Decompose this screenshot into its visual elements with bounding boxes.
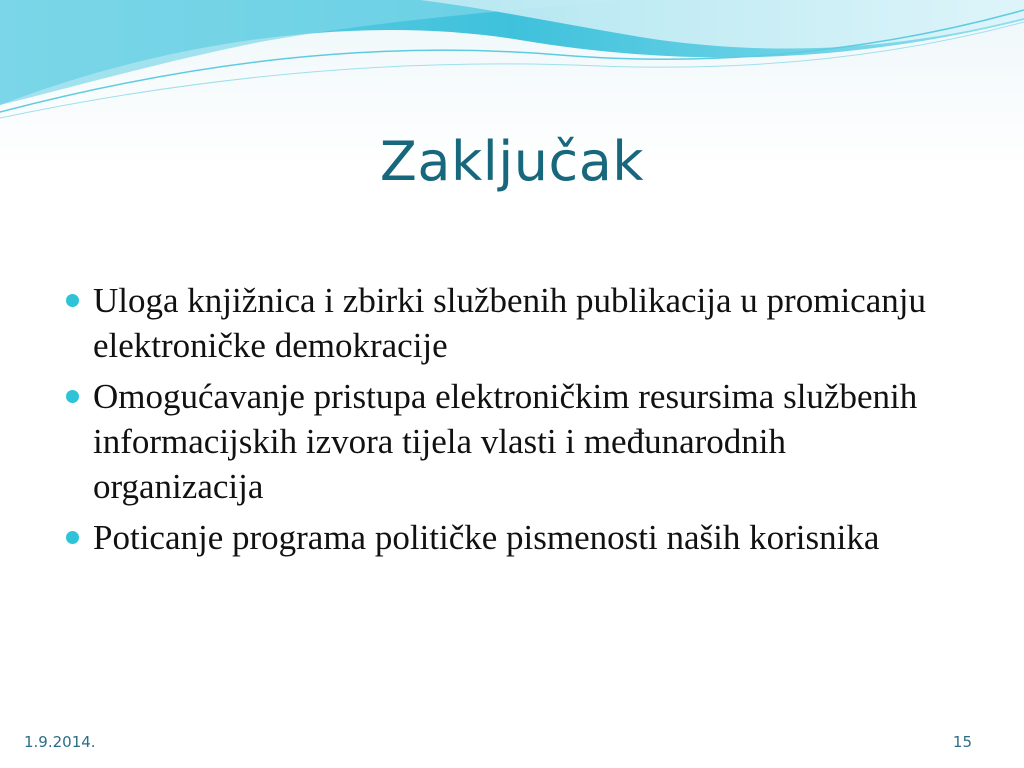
decorative-wave-header (0, 0, 1024, 130)
bullet-text: Poticanje programa političke pismenosti naših korisnika (93, 518, 880, 557)
bullet-text: Omogućavanje pristupa elektroničkim resursima službenih informacijskih izvora tijela vlasti i međunarodnih organizacija (93, 377, 918, 506)
slide-number: 15 (952, 733, 972, 751)
bullet-dot-icon (66, 390, 79, 403)
bullet-list (62, 278, 962, 566)
bullet-item (62, 515, 962, 560)
footer-date: 1.9.2014. (24, 733, 96, 751)
bullet-item (62, 278, 962, 368)
bullet-dot-icon (66, 531, 79, 544)
slide-title: Zaključak (379, 130, 645, 193)
bullet-dot-icon (66, 294, 79, 307)
bullet-text: Uloga knjižnica i zbirki službenih publikacija u promicanju elektroničke demokracije (93, 281, 926, 365)
bullet-item (62, 374, 962, 509)
